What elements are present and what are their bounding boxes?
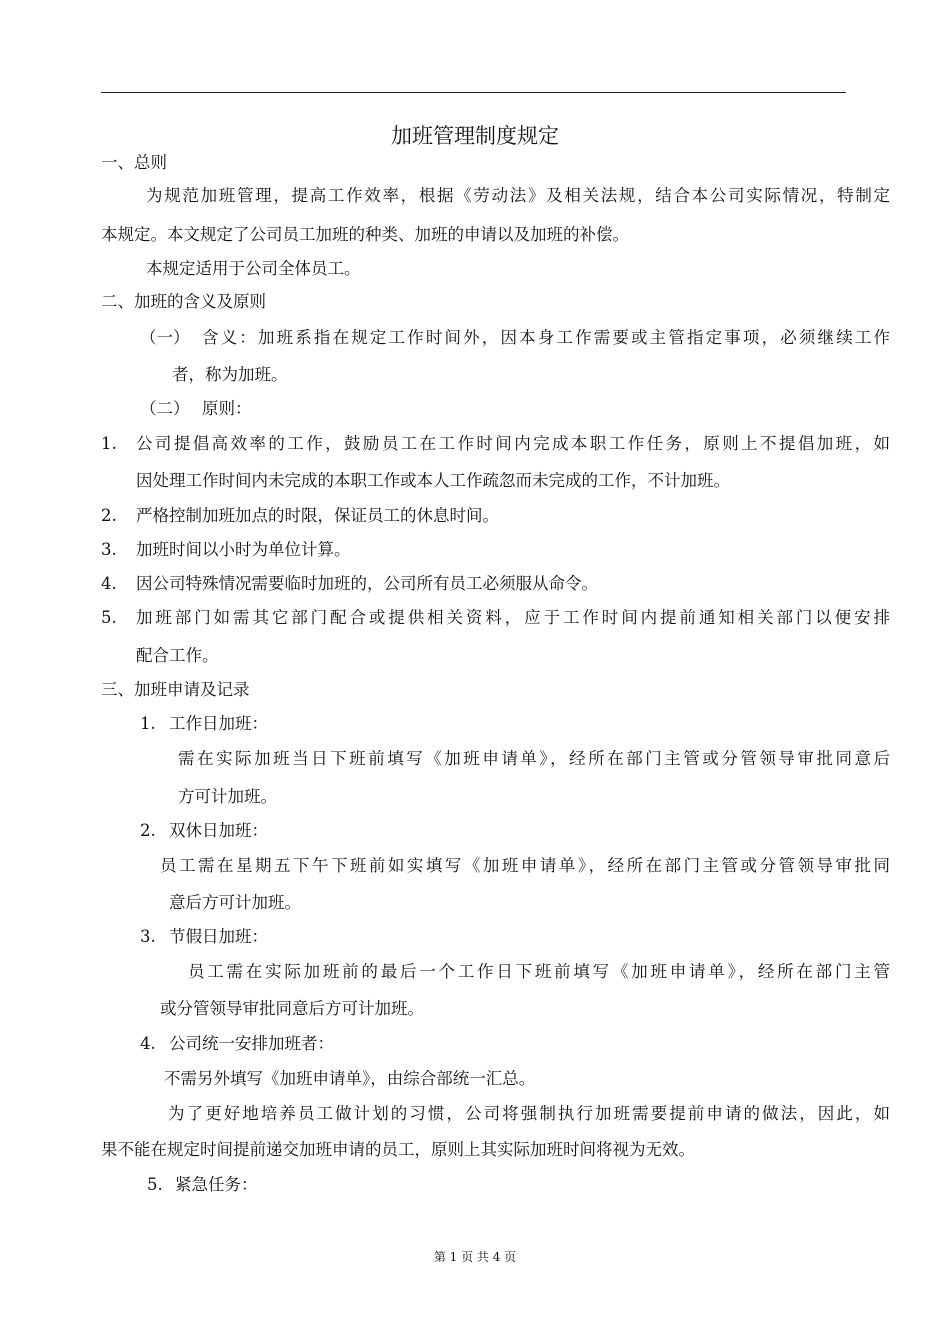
subheading: 节假日加班： [169,927,268,946]
paragraph-line: 或分管领导审批同意后方可计加班。 [160,999,424,1018]
paragraph-line: 为规范加班管理，提高工作效率，根据《劳动法》及相关法规，结合本公司实际情况，特制定 [146,186,890,205]
list-number: 1. [101,434,117,453]
paragraph-line: 本规定适用于公司全体员工。 [146,259,361,278]
list-number: 1. [140,714,156,733]
document-title: 加班管理制度规定 [391,124,559,148]
header-rule [101,92,846,93]
paragraph-line: 方可计加班。 [178,787,277,806]
list-item-text: 加班部门如需其它部门配合或提供相关资料，应于工作时间内提前通知相关部门以便安排 [136,608,890,627]
subheading: 工作日加班： [169,714,268,733]
paragraph-line: 不需另外填写《加班申请单》，由综合部统一汇总。 [164,1069,536,1088]
list-number: 2. [101,506,117,525]
list-number: 4. [140,1034,156,1053]
list-number: 4. [101,574,117,593]
paragraph-line: 为了更好地培养员工做计划的习惯，公司将强制执行加班需要提前申请的做法，因此，如 [168,1104,890,1123]
list-item-text: 严格控制加班加点的时限，保证员工的休息时间。 [136,506,499,525]
list-item-text: 加班时间以小时为单位计算。 [136,540,351,559]
paragraph-line: 原则： [202,399,252,418]
list-number: 5. [101,608,117,627]
list-number: 2. [140,821,156,840]
list-item-text: 配合工作。 [136,646,219,665]
section-heading-definition: 二、加班的含义及原则 [101,292,266,311]
subheading: 双休日加班： [169,821,268,840]
subheading: 紧急任务： [175,1175,258,1194]
paragraph-line: 员工需在星期五下午下班前如实填写《加班申请单》，经所在部门主管或分管领导审批同 [160,856,890,875]
paragraph-line: 果不能在规定时间提前递交加班申请的员工，原则上其实际加班时间将视为无效。 [101,1140,695,1159]
list-marker: （一） [140,328,190,347]
paragraph-line: 本规定。本文规定了公司员工加班的种类、加班的申请以及加班的补偿。 [101,225,629,244]
list-marker: （二） [140,399,190,418]
list-number: 3. [101,540,117,559]
list-number: 5. [147,1175,163,1194]
list-number: 3. [140,927,156,946]
section-heading-application: 三、加班申请及记录 [101,680,250,699]
list-item-text: 因处理工作时间内未完成的本职工作或本人工作疏忽而未完成的工作，不计加班。 [136,471,730,490]
paragraph-line: 员工需在实际加班前的最后一个工作日下班前填写《加班申请单》，经所在部门主管 [188,962,890,981]
paragraph-line: 含义：加班系指在规定工作时间外，因本身工作需要或主管指定事项，必须继续工作 [202,328,890,347]
paragraph-line: 者，称为加班。 [172,365,288,384]
subheading: 公司统一安排加班者： [169,1034,334,1053]
page-footer: 第 1 页 共 4 页 [433,1250,517,1264]
section-heading-general: 一、总则 [101,153,167,172]
paragraph-line: 需在实际加班当日下班前填写《加班申请单》，经所在部门主管或分管领导审批同意后 [178,749,890,768]
paragraph-line: 意后方可计加班。 [169,893,301,912]
list-item-text: 因公司特殊情况需要临时加班的，公司所有员工必须服从命令。 [136,574,598,593]
list-item-text: 公司提倡高效率的工作，鼓励员工在工作时间内完成本职工作任务，原则上不提倡加班，如 [136,434,890,453]
